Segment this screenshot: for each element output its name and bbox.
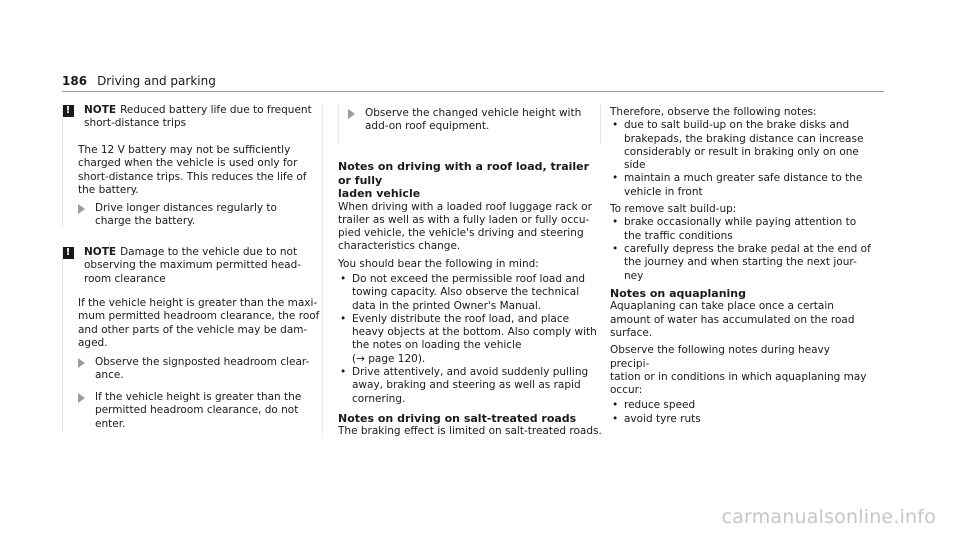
list-item: • carefully depress the brake pedal at the end of the journey and when starting the next jour- ney [610,243,872,283]
column-rule [322,104,323,434]
page-reference-link[interactable]: (→ page 120). [352,352,426,365]
list-item: • Do not exceed the permissible roof load and towing capacity. Also observe the technical data in the printed Owner's Manual. [338,273,603,313]
paragraph-line: short-distance trips. This reduces the life of [78,170,307,183]
bullet-list [610,119,872,199]
paragraph-line: occur: [610,384,643,397]
step-line: Observe the signposted headroom clear- [95,356,310,368]
note-title-line: Reduced battery life due to frequent [120,104,312,116]
note-title-line: Damage to the vehicle due to not [120,246,298,258]
section-roof-load [338,160,603,439]
note-side-rule [62,246,63,432]
paragraph-line: Therefore, observe the following notes: [610,106,817,118]
section-heading: Notes on aquaplaning [610,286,747,300]
step-line: permitted headroom clearance, do not [95,404,299,417]
paragraph-line: tation or in conditions in which aquaplaning may [610,370,867,383]
step-drive-longer [78,202,324,229]
step-line: Observe the changed vehicle height with [365,107,582,119]
step-observe-signposted [78,356,324,383]
bullet-list [610,399,872,426]
paragraph-line: Aquaplaning can take place once a certain [610,300,834,313]
step-line: Drive longer distances regularly to [95,202,277,214]
paragraph-line: To remove salt build-up: [610,203,737,216]
step-arrow-icon [78,358,85,368]
step-arrow-icon [78,393,85,403]
step-observe-height [348,107,603,134]
note-title-line: short-distance trips [84,117,187,130]
step-arrow-icon [78,204,85,214]
list-item: • Evenly distribute the roof load, and place heavy objects at the bottom. Also comply with the notes on loading the vehicle (→ page 120). [338,313,603,366]
paragraph-line: The braking effect is limited on salt-treated roads. [338,425,602,438]
section-heading: Notes on driving on salt-treated roads [338,411,577,425]
paragraph-line: pied vehicle, the vehicle's driving and steering [338,227,584,240]
watermark: carmanualsonline.info [721,506,936,528]
section-heading: Notes on driving with a roof load, trailer or fully [338,160,590,187]
paragraph-line: The 12 V battery may not be sufficiently [78,144,291,156]
paragraph-line: and other parts of the vehicle may be dam- [78,323,308,336]
paragraph-line: mum permitted headroom clearance, the roof [78,310,320,323]
note-battery [62,104,324,131]
list-item: • brake occasionally while paying attention to the traffic conditions [610,216,872,243]
paragraph-line: If the vehicle height is greater than the maxi- [78,297,318,309]
header-rule [62,91,884,92]
paragraph-line: trailer as well as with a fully laden or fully occu- [338,213,590,226]
paragraph-line: characteristics change. [338,240,461,253]
paragraph-line: amount of water has accumulated on the road [610,313,855,326]
list-item: • Drive attentively, and avoid suddenly pulling away, braking and steering as well as rapid cornering. [338,366,603,406]
note-side-rule [62,104,63,228]
paragraph-line: surface. [610,326,653,339]
note-headroom [62,246,324,286]
note-label: NOTE [84,246,117,258]
list-item: • avoid tyre ruts [610,413,872,426]
bullet-list [338,273,603,406]
section-salt-and-aquaplaning [610,106,872,426]
warning-icon: ! [62,105,74,117]
list-item: • reduce speed [610,399,872,412]
section-heading: laden vehicle [338,187,421,200]
step-line: ance. [95,369,124,382]
note-battery-body [78,144,324,197]
paragraph-line: charged when the vehicle is used only for [78,157,298,170]
step-arrow-icon [348,109,355,119]
step-line: enter. [95,417,126,430]
page-header [62,74,216,88]
paragraph-line: aged. [78,336,108,349]
paragraph-line: the battery. [78,183,139,196]
note-battery-head [62,104,324,131]
bullet-list [610,216,872,282]
note-label: NOTE [84,104,117,116]
note-headroom-body [78,297,324,350]
step-side-rule [338,104,339,144]
paragraph-line: Observe the following notes during heavy precipi- [610,344,830,370]
step-line: add-on roof equipment. [365,120,490,133]
step-line: charge the battery. [95,215,196,228]
paragraph-line: You should bear the following in mind: [338,257,539,270]
step-side-rule [600,104,601,144]
paragraph-line: When driving with a loaded roof luggage rack or [338,200,592,213]
list-item: • maintain a much greater safe distance to the vehicle in front [610,172,872,199]
step-do-not-enter [78,391,324,431]
step-line: If the vehicle height is greater than the [95,391,302,403]
warning-icon: ! [62,247,74,259]
section-title: Driving and parking [97,74,216,88]
note-title-line: observing the maximum permitted head- [84,259,302,272]
note-title-line: room clearance [84,272,166,285]
page-number: 186 [62,74,88,88]
list-item: • due to salt build-up on the brake disks and brakepads, the braking distance can increase considerably or result in braking only on one side [610,119,872,172]
